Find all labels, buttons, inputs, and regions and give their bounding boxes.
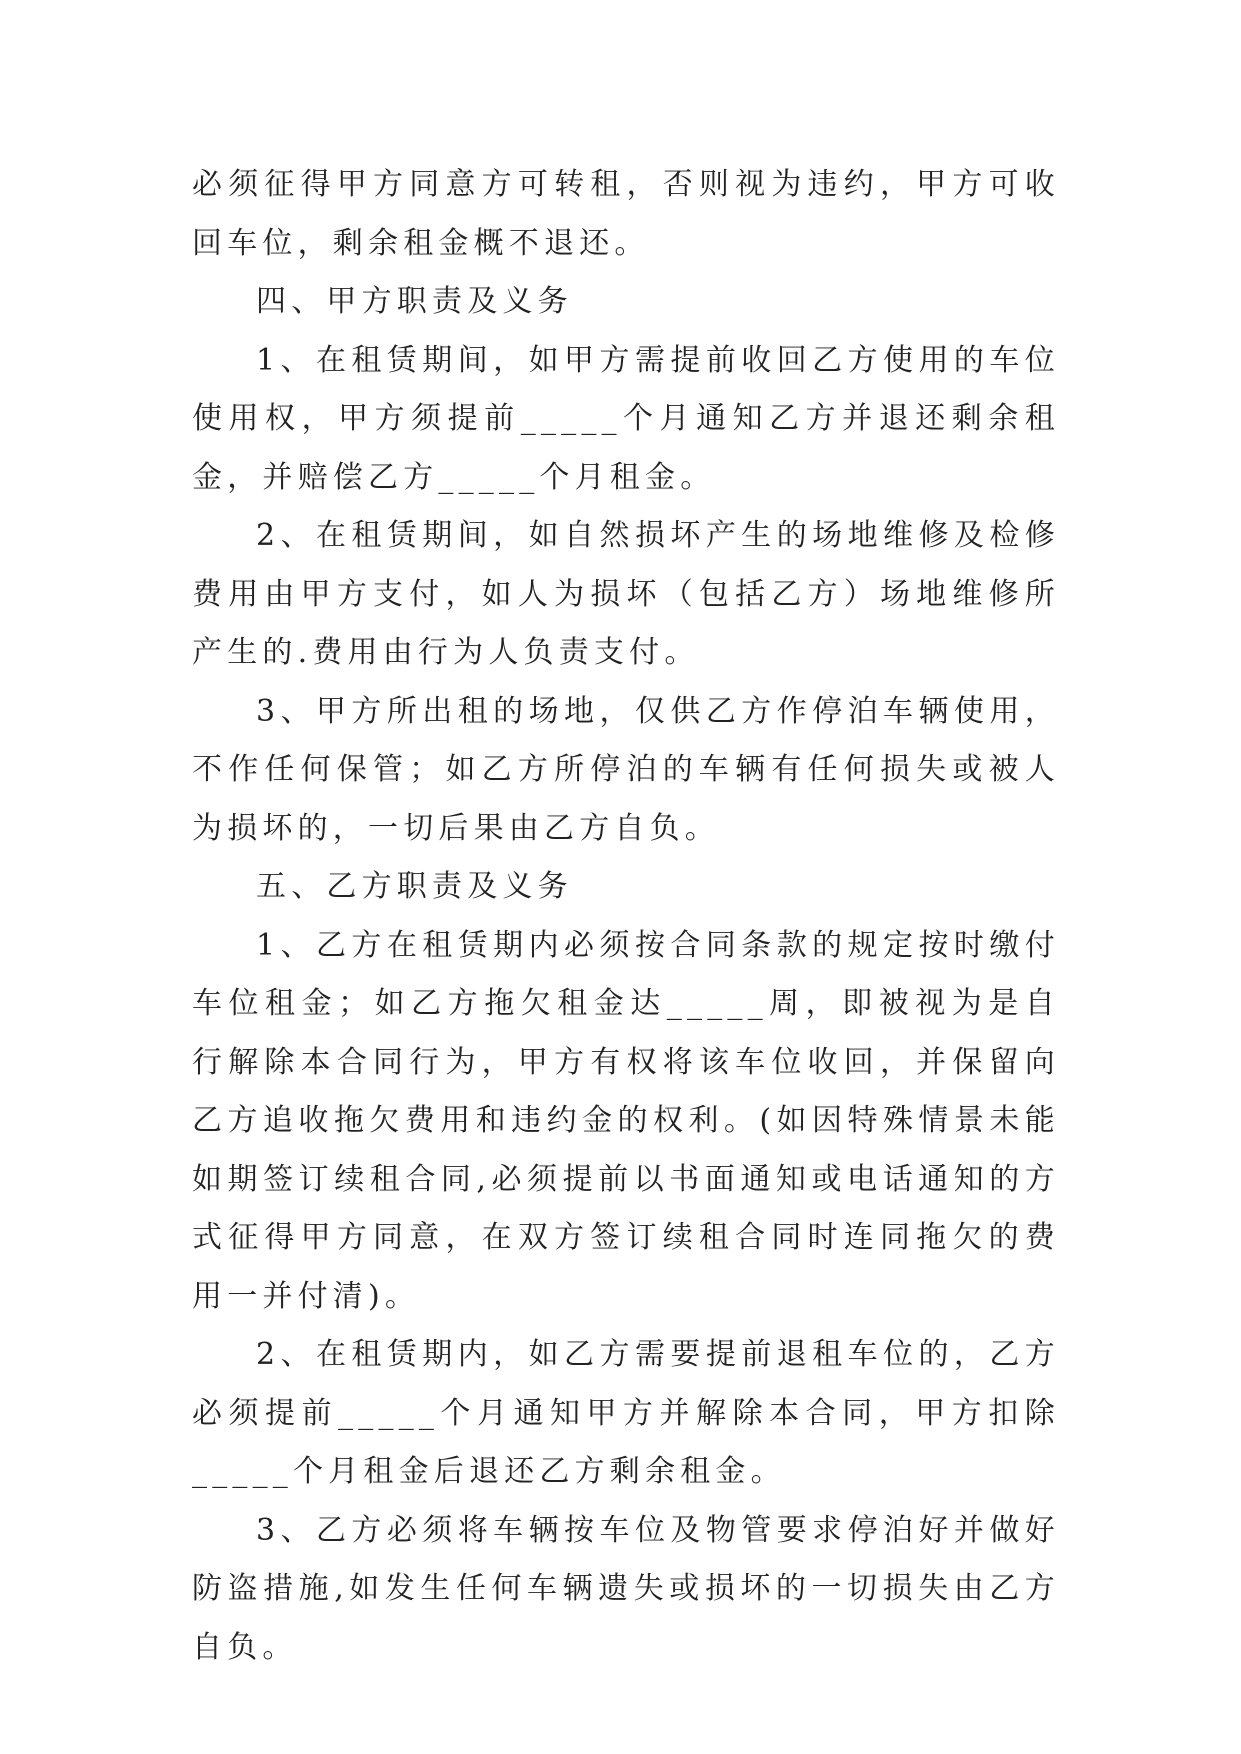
heading-party-b-duties: 五、乙方职责及义务: [256, 869, 573, 904]
paragraph-b-clause-3: 3、乙方必须将车辆按车位及物管要求停泊好并做好防盗措施,如发生任何车辆遗失或损坏的一切损失由乙方自负。: [192, 1512, 1060, 1665]
paragraph-a-clause-2: 2、在租赁期间，如自然损坏产生的场地维修及检修费用由甲方支付，如人为损坏（包括乙方）场地维修所产生的.费用由行为人负责支付。: [192, 518, 1060, 670]
paragraph-b-clause-2: 2、在租赁期内，如乙方需要提前退租车位的，乙方必须提前_____个月通知甲方并解除本合同，甲方扣除_____个月租金后退还乙方剩余租金。: [192, 1337, 1060, 1489]
paragraph-b-clause-1: 1、乙方在租赁期内必须按合同条款的规定按时缴付车位租金；如乙方拖欠租金达_____周，即被视为是自行解除本合同行为，甲方有权将该车位收回，并保留向乙方追收拖欠费用和违约金的权利。(如因特殊情景未能如期签订续租合同,必须提前以书面通知或电话通知的方式征得甲方同意，在双方签订续租合同时连同拖欠的费用一并付清)。: [192, 927, 1060, 1314]
heading-party-a-duties: 四、甲方职责及义务: [256, 284, 573, 319]
paragraph-a-clause-1: 1、在租赁期间，如甲方需提前收回乙方使用的车位使用权，甲方须提前_____个月通知乙方并退还剩余租金，并赔偿乙方_____个月租金。: [192, 342, 1060, 495]
document-body: [192, 156, 1060, 1677]
paragraph-continuation-sublease: 必须征得甲方同意方可转租，否则视为违约，甲方可收回车位，剩余租金概不退还。: [192, 167, 1060, 261]
paragraph-a-clause-3: 3、甲方所出租的场地，仅供乙方作停泊车辆使用，不作任何保管；如乙方所停泊的车辆有任何损失或被人为损坏的，一切后果由乙方自负。: [192, 693, 1060, 846]
